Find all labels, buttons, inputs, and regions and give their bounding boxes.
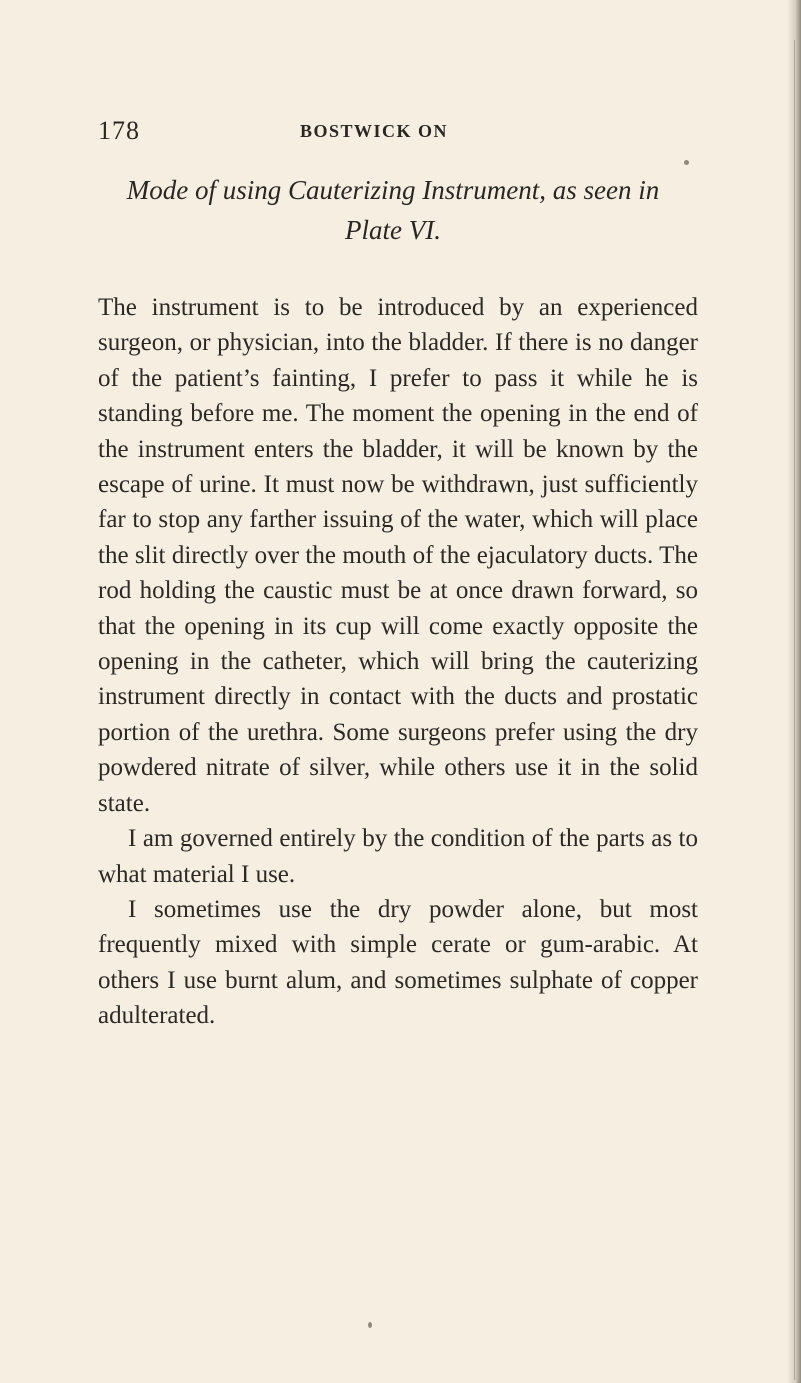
section-title: Mode of using Cauterizing Instrument, as seen in Plate VI. (126, 175, 660, 245)
body-text (98, 290, 698, 1034)
running-head (98, 116, 698, 146)
paragraph: I am governed entirely by the condition of the parts as to what material I use. (98, 825, 698, 888)
running-title: BOSTWICK ON (300, 121, 449, 141)
page-edge-shadow (787, 0, 801, 1383)
paragraph: I sometimes use the dry powder alone, but most frequently mixed with simple cerate or gum-arabic. At others I use burnt alum, and sometimes sulphate of copper adulterated. (98, 895, 698, 1030)
page-number: 178 (98, 116, 140, 145)
paragraph: The instrument is to be introduced by an experienced surgeon, or physician, into the bladder. If there is no danger of the patient’s fainting, I prefer to pass it while he is standing before me. The moment the opening in the end of the instrument enters the bladder, it will be known by the escape of urine. It must now be withdrawn, just sufficiently far to stop any farther issuing of the water, which will place the slit directly over the mouth of the ejaculatory ducts. The rod holding the caustic must be at once drawn forward, so that the opening in its cup will come exactly opposite the opening in the catheter, which will bring the cauterizing instrument directly in contact with the ducts and prostatic portion of the urethra. Some surgeons prefer using the dry powdered nitrate of silver, while others use it in the solid state. (98, 294, 698, 817)
paper-speck (684, 160, 689, 165)
paper-speck (368, 1322, 372, 1328)
